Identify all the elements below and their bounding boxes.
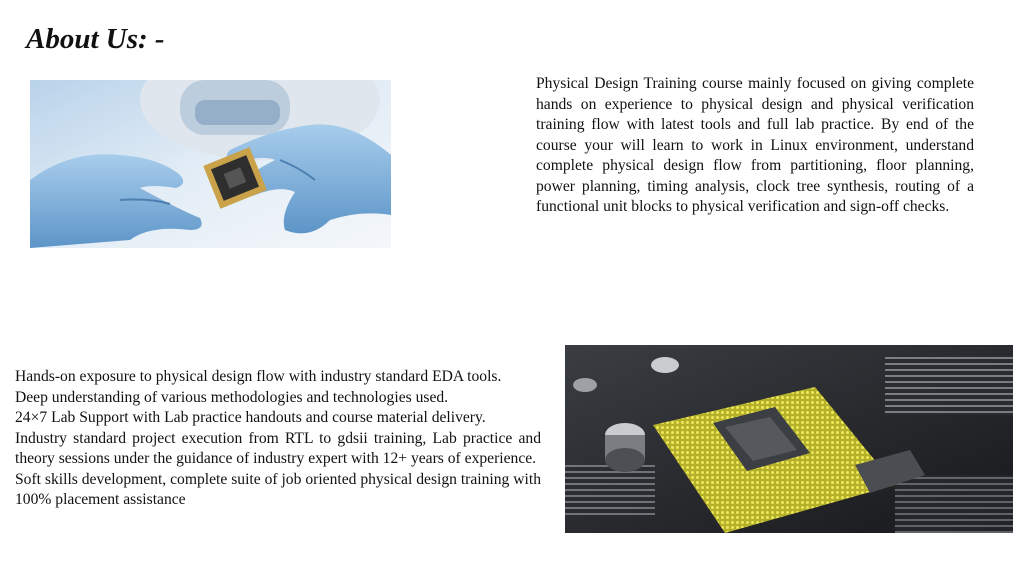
list-item: Hands-on exposure to physical design flow with industry standard EDA tools. (15, 368, 502, 385)
page-title: About Us: - (26, 23, 165, 55)
cpu-on-circuit-board-photo (565, 345, 1013, 533)
list-item: Deep understanding of various methodologies and technologies used. (15, 388, 449, 406)
list-item: 24×7 Lab Support with Lab practice handouts and course material delivery. (15, 409, 486, 426)
highlights-list (15, 367, 541, 511)
gloved-hands-holding-chip-photo (30, 80, 391, 248)
list-item: Soft skills development, complete suite of job oriented physical design training with 100% placement assistance (15, 470, 541, 508)
list-item: Industry standard project execution from RTL to gdsii training, Lab practice and theory sessions under the guidance of industry expert with 12+ years of experience. (15, 429, 541, 467)
intro-paragraph: Physical Design Training course mainly focused on giving complete hands on experience to physical design and physical verification training flow with latest tools and full lab practice. By end of the course your will learn to work in Linux environment, understand complete physical design flow from partitioning, floor planning, power planning, timing analysis, clock tree synthesis, routing of a functional unit blocks to physical verification and sign-off checks. (536, 75, 974, 215)
